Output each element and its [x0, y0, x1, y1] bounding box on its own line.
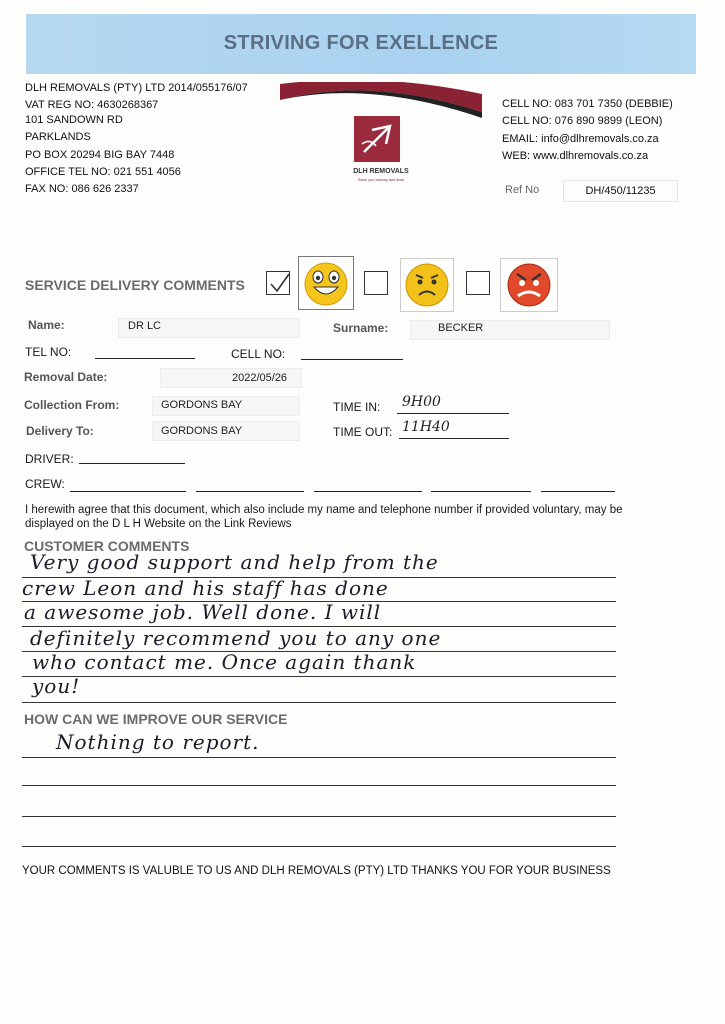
comment-line: who contact me. Once again thank	[32, 650, 417, 674]
improve-rule	[22, 846, 616, 847]
contact-line: EMAIL: info@dlhremovals.co.za	[502, 132, 659, 145]
collection-label: Collection From:	[24, 398, 120, 412]
improve-heading: HOW CAN WE IMPROVE OUR SERVICE	[24, 711, 288, 727]
company-line: PARKLANDS	[25, 131, 91, 144]
removal-date-label: Removal Date:	[24, 370, 108, 384]
comment-rule	[22, 676, 616, 677]
crew-field-5[interactable]	[541, 491, 615, 492]
driver-label: DRIVER:	[25, 452, 74, 466]
crew-field-3[interactable]	[314, 491, 422, 492]
company-line: PO BOX 20294 BIG BAY 7448	[25, 148, 175, 161]
improve-line: Nothing to report.	[56, 730, 260, 754]
company-line: 101 SANDOWN RD	[25, 113, 123, 126]
banner-title: STRIVING FOR EXELLENCE	[223, 32, 499, 54]
service-heading: SERVICE DELIVERY COMMENTS	[25, 277, 245, 293]
crew-label: CREW:	[25, 477, 65, 491]
ref-label: Ref No	[505, 184, 540, 196]
improve-rule	[22, 785, 616, 786]
customer-comments-heading: CUSTOMER COMMENTS	[24, 538, 190, 554]
crew-field-1[interactable]	[70, 491, 186, 492]
company-line: FAX NO: 086 626 2337	[25, 183, 139, 196]
tel-field[interactable]	[95, 358, 195, 359]
ref-value: DH/450/11235	[563, 180, 678, 202]
comment-line: you!	[32, 674, 81, 698]
time-in-value: 9H00	[402, 394, 441, 410]
company-info	[25, 80, 248, 199]
company-line: VAT REG NO: 4630268367	[25, 99, 159, 112]
time-out-label: TIME OUT:	[333, 425, 393, 439]
cell-label: CELL NO:	[231, 347, 286, 361]
comment-line: a awesome job. Well done. I will	[24, 600, 382, 624]
consent-text: I herewith agree that this document, which also include my name and telephone number if provided voluntary, may be displayed on the D L H Website on the Link Reviews	[25, 504, 623, 530]
checkmark-icon	[267, 272, 291, 296]
company-line: OFFICE TEL NO: 021 551 4056	[25, 166, 181, 179]
logo-tagline: Save you money and time	[357, 177, 405, 182]
crew-field-2[interactable]	[196, 491, 304, 492]
time-in-label: TIME IN:	[333, 400, 381, 414]
time-in-field[interactable]	[397, 413, 509, 414]
improve-rule	[22, 757, 616, 758]
crew-field-4[interactable]	[431, 491, 531, 492]
footer-text: YOUR COMMENTS IS VALUBLE TO US AND DLH REMOVALS (PTY) LTD THANKS YOU FOR YOUR BUSINESS	[22, 865, 611, 877]
contact-info	[502, 96, 673, 166]
improve-rule	[22, 816, 616, 817]
delivery-value: GORDONS BAY	[161, 425, 243, 437]
contact-line: CELL NO: 083 701 7350 (DEBBIE)	[502, 98, 673, 110]
happy-face-icon	[298, 256, 354, 310]
tel-label: TEL NO:	[25, 345, 72, 359]
driver-field[interactable]	[79, 463, 185, 464]
name-label: Name:	[28, 318, 65, 332]
logo-name: DLH REMOVALS	[353, 168, 409, 175]
delivery-label: Delivery To:	[26, 424, 94, 438]
sad-face-icon	[400, 258, 454, 312]
time-out-field[interactable]	[399, 438, 509, 439]
surname-value: BECKER	[438, 322, 484, 334]
collection-value: GORDONS BAY	[161, 399, 243, 411]
header-banner	[26, 14, 696, 74]
contact-line: WEB: www.dlhremovals.co.za	[502, 150, 649, 163]
cell-field[interactable]	[301, 359, 403, 360]
name-value: DR LC	[128, 320, 162, 332]
rating-angry-checkbox[interactable]	[466, 271, 490, 295]
comment-line: definitely recommend you to any one	[30, 626, 442, 650]
time-out-value: 11H40	[402, 419, 450, 435]
angry-face-icon	[500, 258, 558, 312]
surname-label: Surname:	[333, 321, 389, 335]
company-logo	[280, 82, 482, 198]
rating-sad-checkbox[interactable]	[364, 271, 388, 295]
comment-rule	[22, 702, 616, 703]
comment-line: crew Leon and his staff has done	[22, 576, 389, 600]
company-line: DLH REMOVALS (PTY) LTD 2014/055176/07	[25, 82, 248, 94]
contact-line: CELL NO: 076 890 9899 (LEON)	[502, 115, 663, 128]
comment-line: Very good support and help from the	[30, 550, 439, 574]
rating-happy-checkbox[interactable]	[266, 271, 290, 295]
removal-date-value: 2022/05/26	[232, 372, 288, 384]
